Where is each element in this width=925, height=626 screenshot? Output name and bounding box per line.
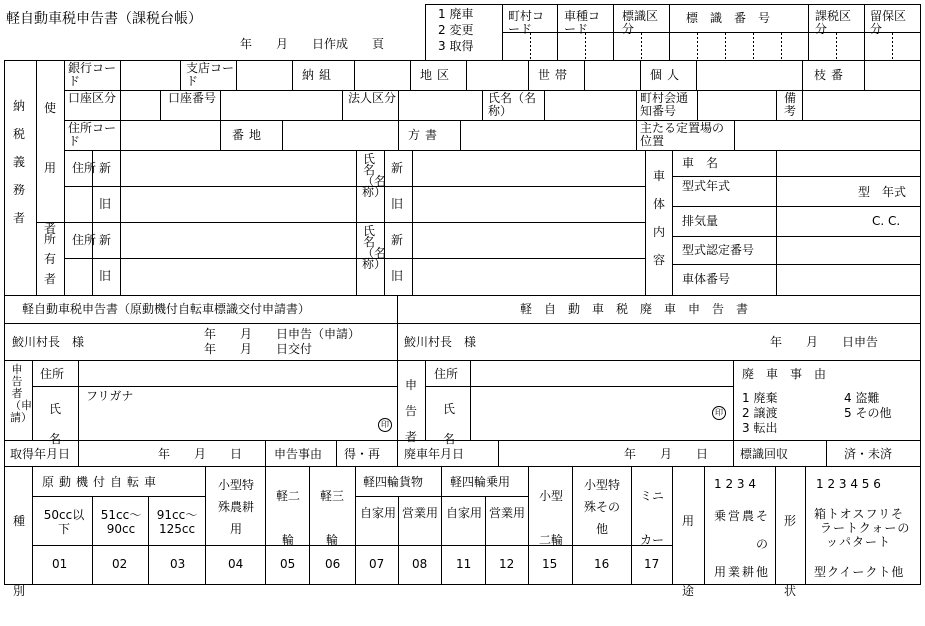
owner-name-old-label: 旧 <box>391 269 404 283</box>
code-04: 04 <box>228 557 244 571</box>
reason-1: 1 廃棄 <box>742 391 778 405</box>
owner-address-label: 住所 <box>72 233 97 247</box>
displacement-label: 排気量 <box>682 214 719 228</box>
owner-name-new-label: 新 <box>391 233 404 247</box>
right-date: 年 月 日申告 <box>770 335 879 349</box>
right-name-label: 氏名 <box>442 402 455 446</box>
four-pass-label: 軽四輪乗用 <box>450 475 511 489</box>
declarant-label: 申告者 <box>404 378 417 444</box>
corp-class-label: 法人区分 <box>348 91 397 105</box>
right-addressee: 鮫川村長 様 <box>404 335 477 349</box>
shape-items-3: ッパタート <box>826 535 892 549</box>
left-date-apply: 年 月 日申告（申請） <box>204 327 361 341</box>
notes-label: 備考 <box>784 91 797 118</box>
code-01: 01 <box>52 557 68 571</box>
pass-private-label: 自家用 <box>446 506 483 520</box>
account-no-label: 口座番号 <box>168 91 217 105</box>
plate-class-label: 標識区分 <box>622 9 659 36</box>
kind-label: 種別 <box>12 514 25 598</box>
cc125-label: 91cc〜125cc <box>156 508 198 536</box>
left-address-label: 住所 <box>40 367 65 381</box>
tax-class-label: 課税区分 <box>815 9 852 36</box>
left-name-label: 氏名 <box>48 402 61 446</box>
applicant-label: 申告者（申請） <box>10 363 32 424</box>
code-11: 11 <box>456 557 472 571</box>
hold-class-label: 留保区分 <box>870 9 907 36</box>
shape-items-4: 型クイークト他 <box>814 565 905 579</box>
two-wheel-label: 軽二輪 <box>275 489 300 547</box>
code-03: 03 <box>170 557 186 571</box>
user-address-label-1: 住所 <box>72 161 97 175</box>
reason-3: 3 転出 <box>742 421 778 435</box>
plate-return-label: 標識回収 <box>740 447 789 461</box>
user-name-label: 氏名（名称） <box>362 152 387 199</box>
reason-title: 廃車事由 <box>742 367 839 381</box>
user-old-label: 旧 <box>99 197 112 211</box>
type-option-2: 2 変更 <box>438 23 474 37</box>
code-06: 06 <box>325 557 341 571</box>
furigana-label: フリガナ <box>86 389 134 403</box>
user-name-old-label: 旧 <box>391 197 404 211</box>
use-numbers: 1 2 3 4 <box>714 477 756 491</box>
four-cargo-label: 軽四輪貨物 <box>363 475 424 489</box>
gain-label: 得・再 <box>344 447 381 461</box>
vehicle-model-suffix: 型 年式 <box>858 185 907 199</box>
address-code-label: 住所コード <box>68 121 117 148</box>
shape-label: 形状 <box>783 514 796 598</box>
three-wheel-label: 軽三輪 <box>319 489 344 547</box>
cc90-label: 51cc〜90cc <box>100 508 142 536</box>
cc-unit: C. C. <box>872 214 901 228</box>
shape-numbers: 1 2 3 4 5 6 <box>816 477 881 491</box>
acquired-date-value: 年 月 日 <box>158 447 243 461</box>
account-class-label: 口座区分 <box>68 91 117 105</box>
right-seal-icon: 印 <box>712 406 726 420</box>
use-items: 乗営農そ <box>714 509 771 523</box>
small-two-label: 小型二輪 <box>538 489 563 547</box>
acquired-date-label: 取得年月日 <box>10 447 71 461</box>
reason-2: 2 譲渡 <box>742 406 778 420</box>
user-label: 使用者 <box>43 101 56 235</box>
scrapped-date-label: 廃車年月日 <box>404 447 465 461</box>
code-15: 15 <box>542 557 558 571</box>
right-form-title: 軽自動車税廃車申告書 <box>520 302 761 316</box>
type-option-1: 1 廃車 <box>438 7 474 21</box>
plate-number-label: 標識番号 <box>686 11 783 25</box>
cargo-private-label: 自家用 <box>360 506 397 520</box>
branch-no-label: 枝番 <box>814 68 849 82</box>
shape-items: 箱トオスフリそ <box>814 507 905 521</box>
taxpayer-section-label: 納税義務者 <box>12 99 25 225</box>
town-code-label: 町村コード <box>508 9 545 36</box>
reason-5: 5 その他 <box>844 406 892 420</box>
left-form-title: 軽自動車税申告書（原動機付自転車標識交付申請書） <box>22 302 311 316</box>
district-label: 地区 <box>420 68 455 82</box>
direction-label: 方書 <box>408 128 443 142</box>
code-16: 16 <box>594 557 610 571</box>
cc50-label: 50cc以下 <box>43 508 85 536</box>
bank-code-label: 銀行コード <box>68 61 117 88</box>
code-08: 08 <box>412 557 428 571</box>
code-17: 17 <box>644 557 660 571</box>
right-address-label: 住所 <box>434 367 459 381</box>
small-other-label: 小型特殊その他 <box>583 478 620 536</box>
town-notice-no-label: 町村会通知番号 <box>640 91 689 118</box>
owner-new-label: 新 <box>99 233 112 247</box>
shape-items-2: ラートクォーの <box>820 521 911 535</box>
user-name-new-label: 新 <box>391 161 404 175</box>
left-addressee: 鮫川村長 様 <box>12 335 85 349</box>
scrapped-date-value: 年 月 日 <box>624 447 709 461</box>
vehicle-type-code-label: 車種コード <box>564 9 601 36</box>
storage-location-label: 主たる定置場の位置 <box>640 121 725 148</box>
plate-return-status: 済・未済 <box>844 447 893 461</box>
form-title: 軽自動車税申告書（課税台帳） <box>6 11 202 27</box>
creation-date: 年 月 日作成 頁 <box>240 37 385 51</box>
owner-name-label: 氏名（名称） <box>362 224 387 271</box>
reason-4: 4 盗難 <box>844 391 880 405</box>
user-new-label: 新 <box>99 161 112 175</box>
name-label: 氏名（名称） <box>488 91 537 118</box>
code-02: 02 <box>112 557 128 571</box>
owner-label: 所有者 <box>43 232 56 286</box>
vehicle-model-label: 型式年式 <box>682 179 731 193</box>
code-07: 07 <box>369 557 385 571</box>
moped-label: 原動機付自転車 <box>42 475 162 489</box>
type-option-3: 3 取得 <box>438 39 474 53</box>
association-label: 納組 <box>302 68 337 82</box>
reason-label: 申告事由 <box>274 447 323 461</box>
left-date-issue: 年 月 日交付 <box>204 342 313 356</box>
left-seal-icon: 印 <box>378 418 392 432</box>
pass-business-label: 営業用 <box>489 506 526 520</box>
lot-label: 番地 <box>232 128 267 142</box>
owner-old-label: 旧 <box>99 269 112 283</box>
code-12: 12 <box>499 557 515 571</box>
vehicle-name-label: 車 名 <box>682 156 719 170</box>
cert-no-label: 型式認定番号 <box>682 243 755 257</box>
use-label: 用途 <box>681 514 694 598</box>
individual-label: 個人 <box>650 68 685 82</box>
body-no-label: 車体番号 <box>682 272 731 286</box>
household-label: 世帯 <box>538 68 573 82</box>
code-05: 05 <box>280 557 296 571</box>
cargo-business-label: 営業用 <box>402 506 439 520</box>
use-items-2: の <box>756 537 769 551</box>
use-items-3: 用業耕他 <box>714 565 771 579</box>
mini-car-label: ミニカー <box>639 489 664 547</box>
branch-code-label: 支店コード <box>186 61 235 88</box>
small-special-label: 小型特殊農耕用 <box>217 478 254 536</box>
vehicle-section-label: 車体内容 <box>652 169 665 267</box>
